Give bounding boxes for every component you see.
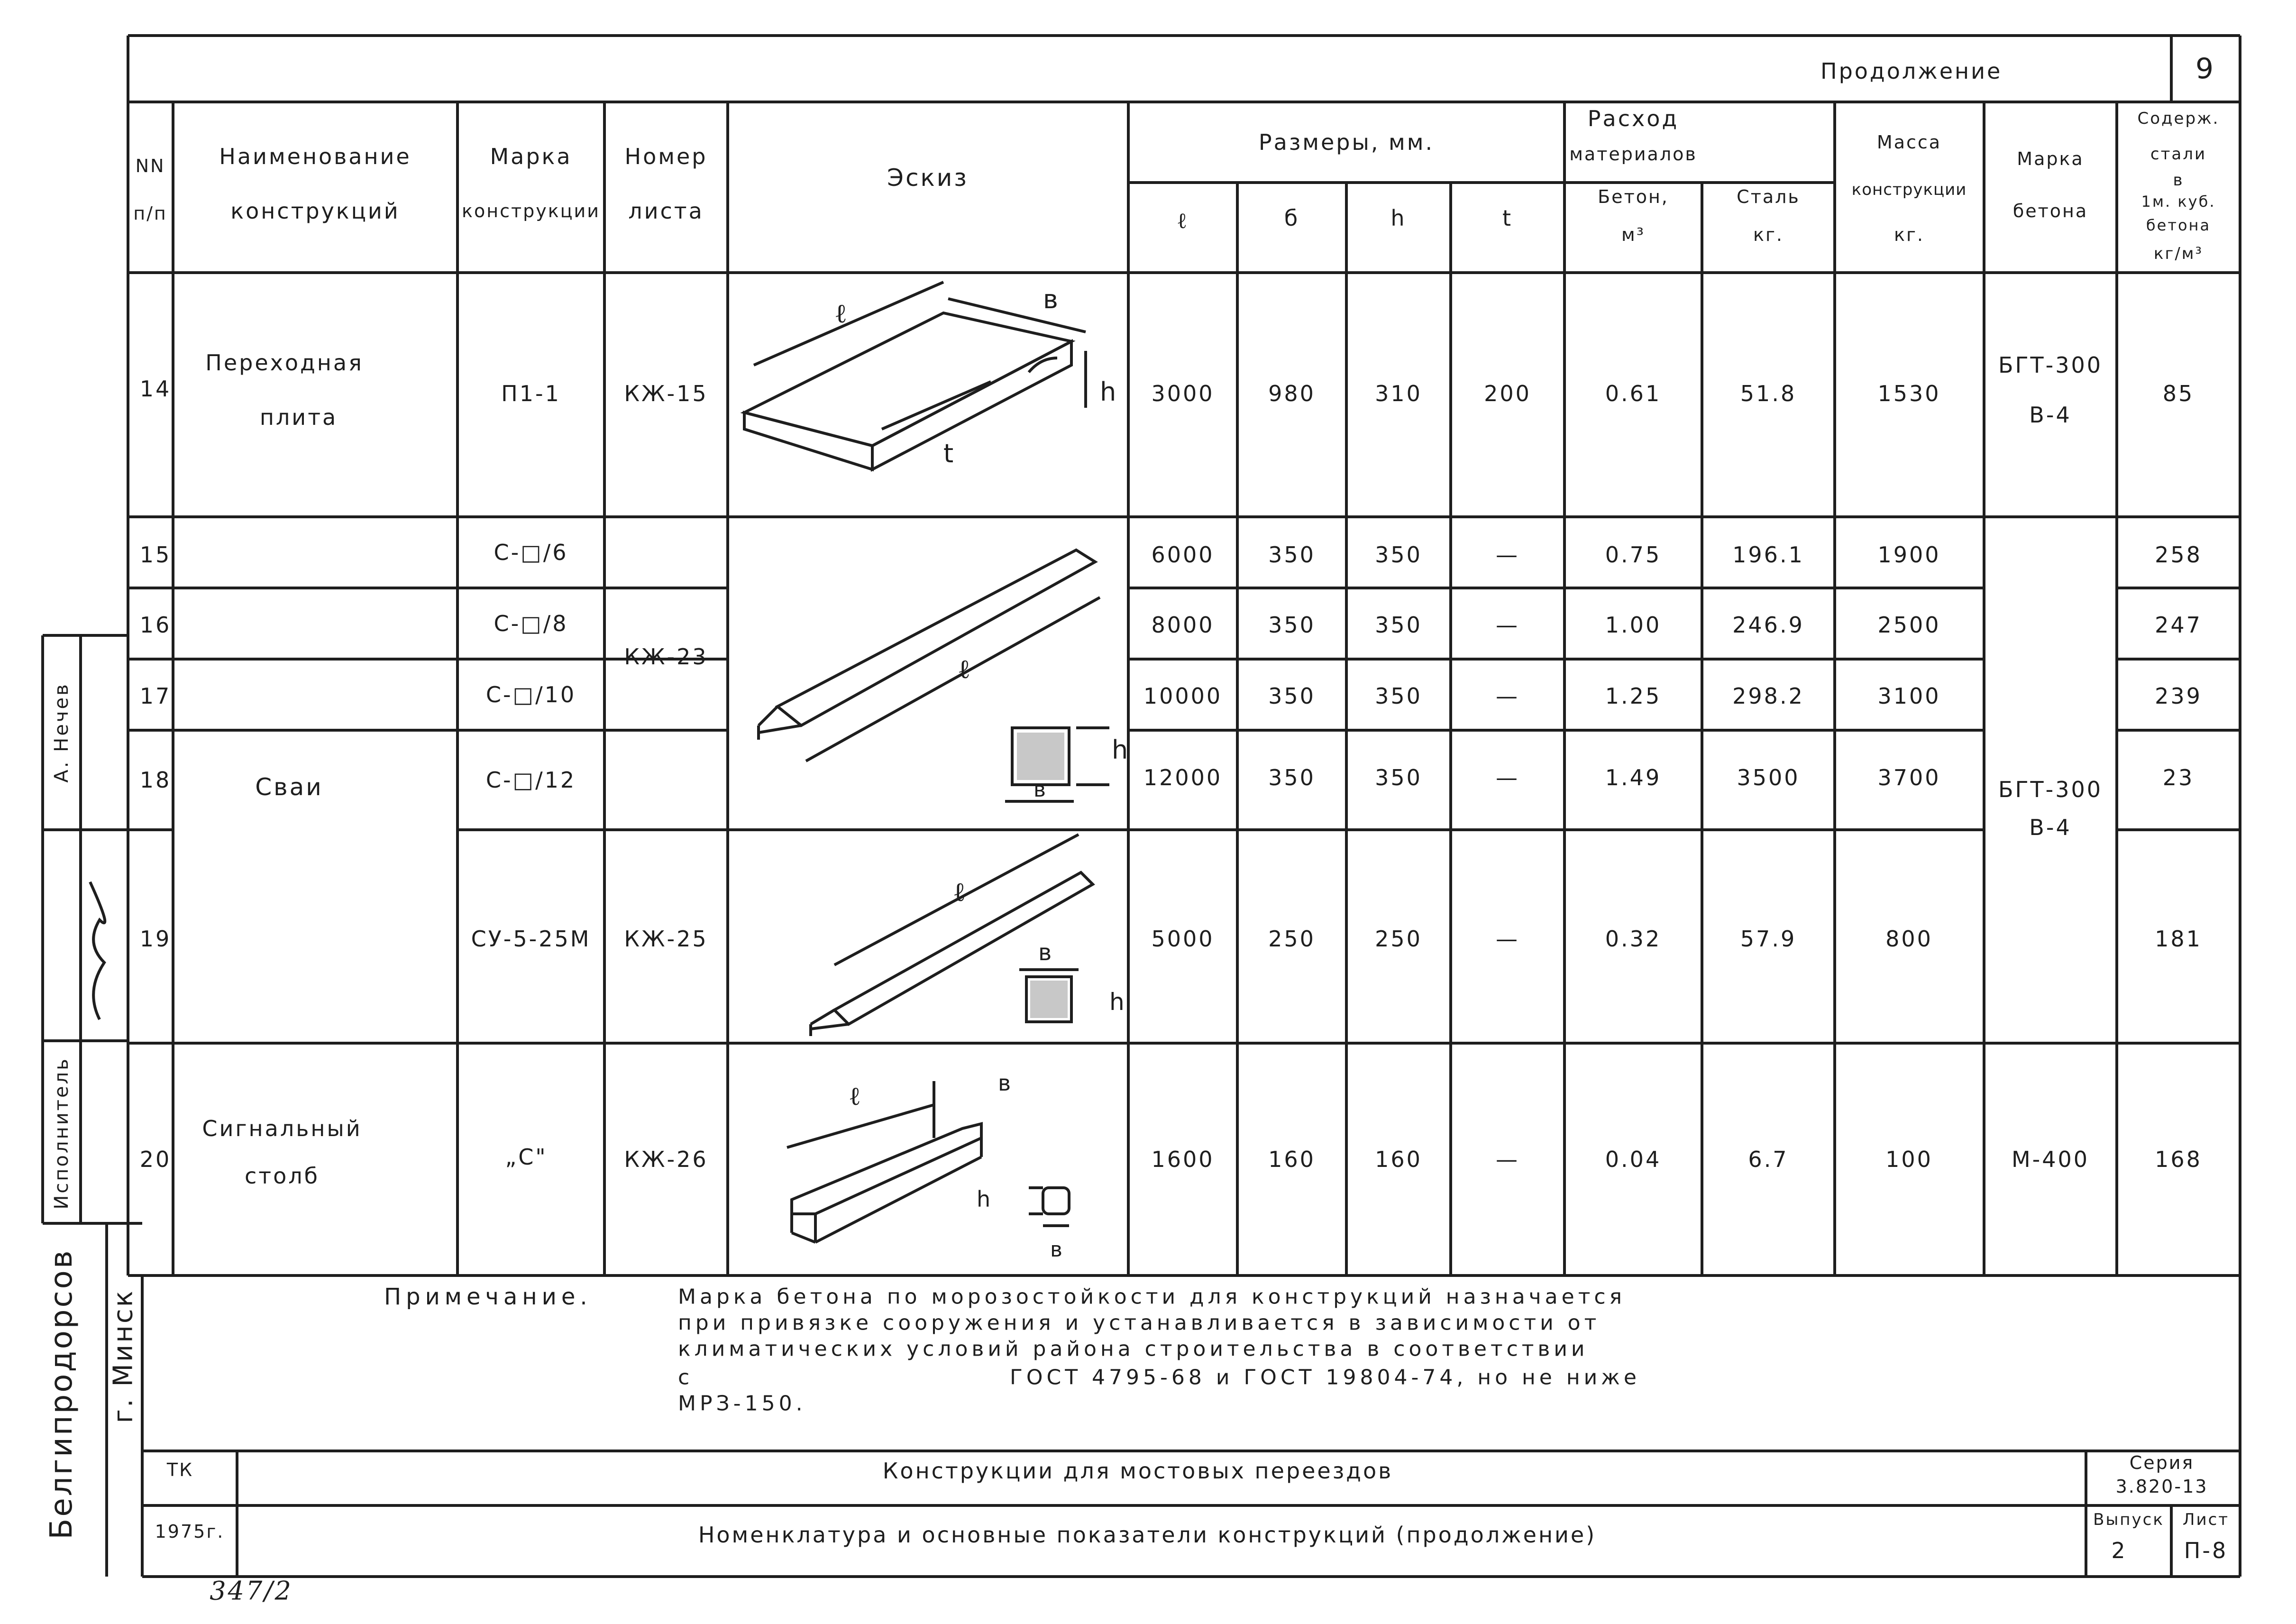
- row-19-b: 250: [1268, 926, 1316, 952]
- row-14-h: 310: [1375, 381, 1422, 406]
- piles-name: Сваи: [255, 773, 323, 801]
- row-14-concrete: 0.61: [1605, 381, 1662, 406]
- row-18-t: —: [1496, 765, 1519, 790]
- row-16-b: 350: [1268, 612, 1316, 638]
- row-16-h: 350: [1375, 612, 1422, 638]
- note-line-3: климатических условий района строительства в соответствии: [678, 1337, 1589, 1361]
- row-14-t: 200: [1484, 381, 1531, 406]
- header-pp: п/п: [133, 203, 167, 224]
- row-14-mark: П1-1: [501, 381, 561, 406]
- row-18-content: 23: [2162, 765, 2195, 790]
- stamp-tk: ТК: [166, 1459, 194, 1480]
- row-17-num: 17: [139, 683, 172, 709]
- row-20-grade: М-400: [2011, 1147, 2090, 1172]
- row-15-steel: 196.1: [1732, 542, 1804, 568]
- header-nn: NN: [135, 156, 165, 176]
- stamp-issue-label: Выпуск: [2093, 1510, 2164, 1529]
- row-14-grade-2: В-4: [2029, 402, 2072, 428]
- row-15-num: 15: [139, 542, 172, 568]
- row-20-concrete: 0.04: [1605, 1147, 1662, 1172]
- row-16-steel: 246.9: [1732, 612, 1804, 638]
- header-content-2: стали: [2150, 145, 2207, 164]
- row-14-num: 14: [139, 376, 172, 402]
- header-concrete-1: Бетон,: [1598, 186, 1669, 207]
- pile-l-label: ℓ: [958, 654, 970, 685]
- row-19-steel: 57.9: [1740, 926, 1797, 952]
- header-steel-2: кг.: [1753, 224, 1784, 245]
- stamp-series: 3.820-13: [2115, 1476, 2208, 1497]
- row-20-name-2: столб: [245, 1163, 320, 1189]
- post-l-label: ℓ: [849, 1081, 861, 1111]
- stamp-title: Конструкции для мостовых переездов: [882, 1458, 1393, 1484]
- header-dim-b: б: [1284, 205, 1300, 231]
- row-20-mass: 100: [1885, 1147, 1933, 1172]
- row-19-num: 19: [139, 926, 172, 952]
- row-20-t: —: [1496, 1147, 1519, 1172]
- row-16-mark: С-□/8: [494, 611, 568, 636]
- slab-b-label: в: [1043, 284, 1058, 314]
- header-sheet-1: Номер: [624, 144, 708, 169]
- header-sketch: Эскиз: [887, 164, 969, 192]
- row-18-h: 350: [1375, 765, 1422, 790]
- stamp-year: 1975г.: [155, 1521, 225, 1542]
- row-15-mass: 1900: [1877, 542, 1941, 568]
- stamp-subtitle: Номенклатура и основные показатели конструкций (продолжение): [698, 1522, 1597, 1548]
- row-18-mass: 3700: [1877, 765, 1941, 790]
- row-14-steel: 51.8: [1740, 381, 1797, 406]
- slab-l-label: ℓ: [834, 298, 847, 329]
- row-20-b: 160: [1268, 1147, 1316, 1172]
- row-19-h: 250: [1375, 926, 1422, 952]
- row-20-l: 1600: [1151, 1147, 1215, 1172]
- header-consumption-1: Расход: [1587, 106, 1679, 131]
- row-17-t: —: [1496, 683, 1519, 709]
- row-16-num: 16: [139, 612, 172, 638]
- row-19-mass: 800: [1885, 926, 1933, 952]
- row-17-l: 10000: [1143, 683, 1223, 709]
- header-dim-t: t: [1502, 205, 1513, 231]
- note-line-2: при привязке сооружения и устанавливается в зависимости от: [678, 1311, 1601, 1335]
- stamp-series-label: Серия: [2129, 1452, 2195, 1473]
- header-content-4: 1м. куб.: [2141, 193, 2216, 211]
- row-17-h: 350: [1375, 683, 1422, 709]
- row-16-t: —: [1496, 612, 1519, 638]
- header-dimensions: Размеры, мм.: [1258, 129, 1435, 155]
- row-15-b: 350: [1268, 542, 1316, 568]
- header-dim-h: h: [1390, 205, 1407, 231]
- row-18-b: 350: [1268, 765, 1316, 790]
- note-line-4b: ГОСТ 4795-68 и ГОСТ 19804-74, но не ниже: [1010, 1365, 1640, 1390]
- stamp-handwritten: 347/2: [210, 1576, 293, 1606]
- post-h-label: h: [977, 1186, 991, 1212]
- row-18-steel: 3500: [1737, 765, 1800, 790]
- side-executor-label: Исполнитель: [51, 1057, 73, 1210]
- header-steel-1: Сталь: [1737, 186, 1800, 207]
- row-14-sheet: КЖ-15: [624, 381, 708, 406]
- row-14-name-1: Переходная: [205, 350, 364, 376]
- side-city: г. Минск: [108, 1289, 139, 1423]
- slab-h-label: h: [1100, 377, 1116, 407]
- header-concrete-2: м³: [1621, 224, 1645, 245]
- sheet-number: 9: [2195, 52, 2216, 85]
- pile-b-label: в: [1034, 778, 1046, 802]
- header-mark-2: конструкции: [462, 201, 600, 221]
- row-14-l: 3000: [1151, 381, 1215, 406]
- stamp-sheet: П-8: [2184, 1538, 2228, 1563]
- header-sheet-2: листа: [628, 198, 704, 224]
- row-16-mass: 2500: [1877, 612, 1941, 638]
- row-15-t: —: [1496, 542, 1519, 568]
- header-name-2: конструкций: [230, 198, 400, 224]
- row-14-content: 85: [2162, 381, 2195, 406]
- row-19-mark: СУ-5-25М: [471, 926, 591, 952]
- row-19-t: —: [1496, 926, 1519, 952]
- row-20-mark: „С": [505, 1144, 548, 1170]
- side-executor-name: А. Нечев: [51, 682, 73, 783]
- row-15-content: 258: [2155, 542, 2202, 568]
- header-consumption-2: материалов: [1569, 144, 1697, 165]
- row-17-steel: 298.2: [1732, 683, 1804, 709]
- side-org: Белгипродорсов: [44, 1248, 79, 1540]
- row-20-steel: 6.7: [1748, 1147, 1789, 1172]
- note-line-4a: с: [678, 1365, 694, 1390]
- header-content-3: в: [2173, 171, 2184, 190]
- pile-small-b-label: в: [1038, 939, 1052, 966]
- continuation-label: Продолжение: [1820, 58, 2003, 84]
- post-b-label: в: [998, 1070, 1011, 1096]
- pile-h-label: h: [1112, 735, 1128, 765]
- header-name-1: Наименование: [219, 144, 412, 169]
- note-line-1: Марка бетона по морозостойкости для конструкций назначается: [678, 1285, 1626, 1309]
- row-20-num: 20: [139, 1147, 172, 1172]
- row-14-name-2: плита: [259, 404, 338, 430]
- piles-sheet: КЖ-23: [624, 644, 708, 670]
- row-20-sheet: КЖ-26: [624, 1147, 708, 1172]
- header-mass-3: кг.: [1894, 224, 1924, 245]
- pile-small-l-label: ℓ: [953, 877, 966, 908]
- post-section-b-label: в: [1050, 1238, 1062, 1262]
- stamp-issue: 2: [2111, 1538, 2127, 1563]
- header-mark-1: Марка: [490, 144, 572, 169]
- header-mass-1: Масса: [1876, 132, 1942, 153]
- row-16-content: 247: [2155, 612, 2202, 638]
- row-19-concrete: 0.32: [1605, 926, 1662, 952]
- row-18-mark: С-□/12: [485, 767, 576, 793]
- row-20-h: 160: [1375, 1147, 1422, 1172]
- row-14-b: 980: [1268, 381, 1316, 406]
- row-14-mass: 1530: [1877, 381, 1941, 406]
- header-content-6: кг/м³: [2153, 244, 2204, 263]
- row-18-num: 18: [139, 767, 172, 793]
- row-15-mark: С-□/6: [494, 540, 568, 565]
- piles-grade-2: В-4: [2029, 815, 2072, 840]
- row-15-concrete: 0.75: [1605, 542, 1662, 568]
- row-19-sheet: КЖ-25: [624, 926, 708, 952]
- row-16-concrete: 1.00: [1605, 612, 1662, 638]
- row-20-content: 168: [2155, 1147, 2202, 1172]
- row-15-l: 6000: [1151, 542, 1215, 568]
- row-17-mark: С-□/10: [485, 682, 576, 707]
- pile-small-h-label: h: [1109, 988, 1125, 1016]
- note-label: Примечание.: [384, 1284, 592, 1310]
- row-17-content: 239: [2155, 683, 2202, 709]
- header-grade-2: бетона: [2012, 201, 2088, 221]
- row-17-concrete: 1.25: [1605, 683, 1662, 709]
- row-16-l: 8000: [1151, 612, 1215, 638]
- header-grade-1: Марка: [2017, 148, 2084, 169]
- header-content-1: Содерж.: [2137, 109, 2220, 128]
- header-mass-2: конструкции: [1851, 180, 1967, 199]
- stamp-sheet-label: Лист: [2182, 1510, 2230, 1529]
- header-dim-l: ℓ: [1176, 208, 1189, 233]
- header-content-5: бетона: [2146, 216, 2211, 234]
- row-14-grade-1: БГТ-300: [1998, 352, 2103, 378]
- piles-grade-1: БГТ-300: [1998, 777, 2103, 802]
- row-17-b: 350: [1268, 683, 1316, 709]
- row-19-content: 181: [2155, 926, 2202, 952]
- note-line-5: МРЗ-150.: [678, 1391, 806, 1416]
- row-18-concrete: 1.49: [1605, 765, 1662, 790]
- row-20-name-1: Сигнальный: [202, 1116, 362, 1141]
- row-19-l: 5000: [1151, 926, 1215, 952]
- row-17-mass: 3100: [1877, 683, 1941, 709]
- slab-t-label: t: [943, 439, 954, 468]
- row-15-h: 350: [1375, 542, 1422, 568]
- row-18-l: 12000: [1143, 765, 1223, 790]
